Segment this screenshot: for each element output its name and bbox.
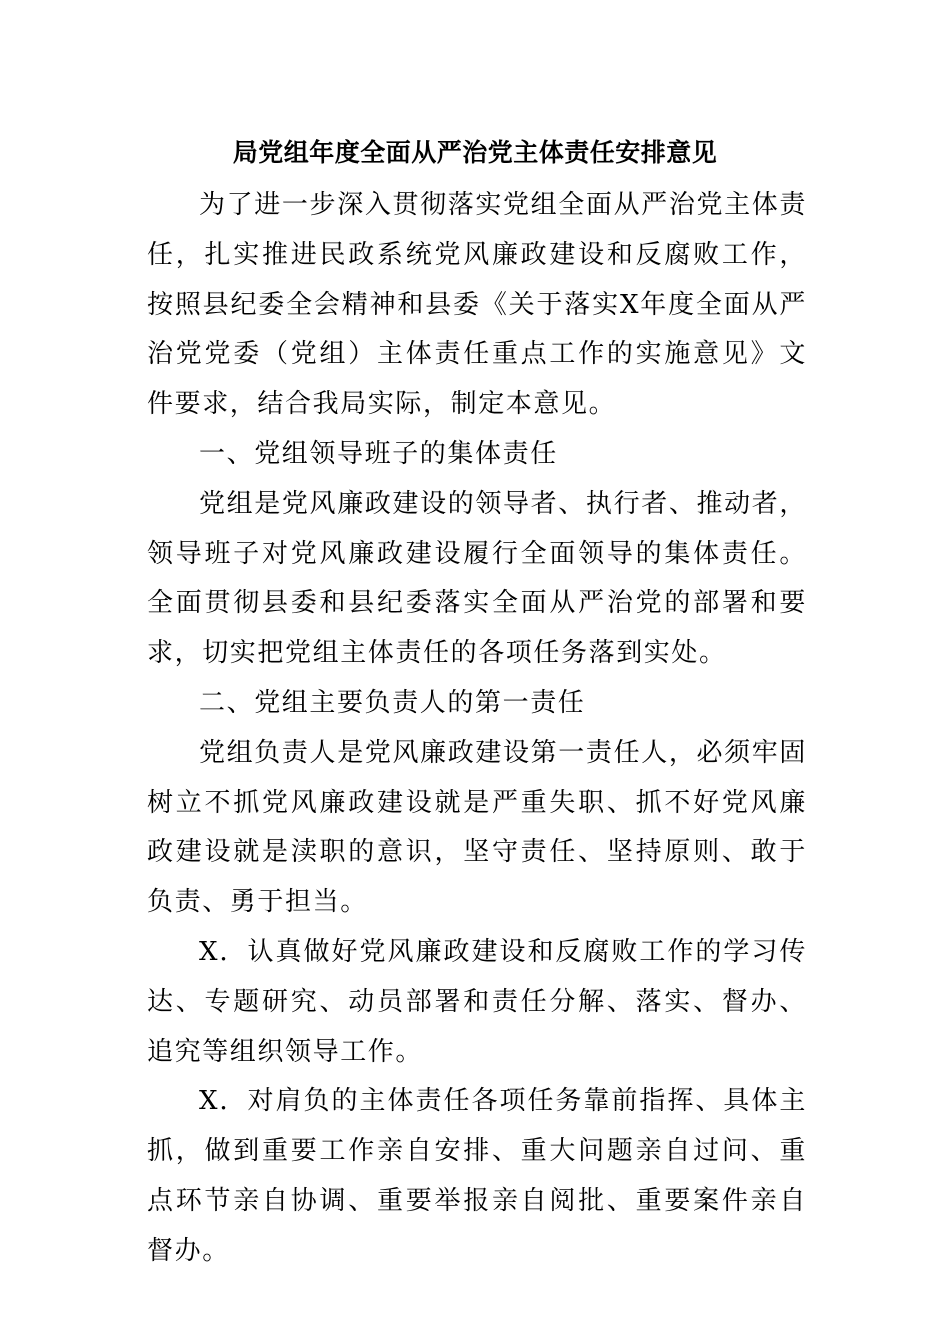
paragraph-first-responsibility: 党组负责人是党风廉政建设第一责任人，必须牢固树立不抓党风廉政建设就是严重失职、抓不好党风廉政建设就是渎职的意识，坚守责任、坚持原则、敢于负责、勇于担当。 xyxy=(147,737,807,918)
section-heading-1: 一、党组领导班子的集体责任 xyxy=(199,438,558,469)
paragraph-intro: 为了进一步深入贯彻落实党组全面从严治党主体责任，扎实推进民政系统党风廉政建设和反腐败工作，按照县纪委全会精神和县委《关于落实X年度全面从严治党党委（党组）主体责任重点工作的实施意见》文件要求，结合我局实际，制定本意见。 xyxy=(147,190,807,420)
list-item-2: X．对肩负的主体责任各项任务靠前指挥、具体主抓，做到重要工作亲自安排、重大问题亲自过问、重点环节亲自协调、重要举报亲自阅批、重要案件亲自督办。 xyxy=(147,1086,807,1266)
section-heading-2: 二、党组主要负责人的第一责任 xyxy=(199,687,586,718)
document-title: 局党组年度全面从严治党主体责任安排意见 xyxy=(232,138,718,167)
document-body xyxy=(147,181,807,1277)
paragraph-collective-responsibility: 党组是党风廉政建设的领导者、执行者、推动者，领导班子对党风廉政建设履行全面领导的集体责任。全面贯彻县委和县纪委落实全面从严治党的部署和要求，切实把党组主体责任的各项任务落到实处。 xyxy=(147,488,807,669)
list-item-1: X．认真做好党风廉政建设和反腐败工作的学习传达、专题研究、动员部署和责任分解、落实、督办、追究等组织领导工作。 xyxy=(147,936,807,1067)
